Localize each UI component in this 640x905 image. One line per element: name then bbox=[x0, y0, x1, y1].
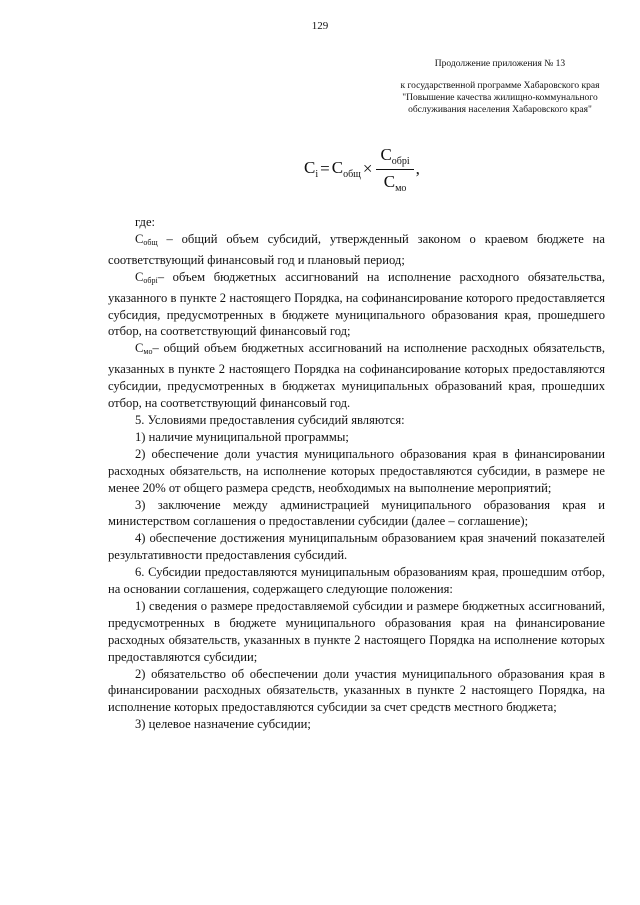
subsidy-formula bbox=[304, 146, 420, 192]
formula-factor: $С_{общ}$ bbox=[331, 158, 361, 180]
appendix-header bbox=[394, 58, 606, 116]
appendix-continuation: Продолжение приложения № 13 bbox=[434, 59, 566, 69]
definition-obsh: $С_{общ}$ – общий объем субсидий, утвержденный законом о краевом бюджете на соответствующий финансовый год и плановый период; bbox=[108, 231, 605, 267]
formula-comma: , bbox=[415, 159, 420, 178]
formula-numerator: $С_{обрi}$ bbox=[376, 145, 413, 170]
appendix-reference: к государственной программе Хабаровского края "Повышение качества жилищно-коммунального обслуживания населения Хабаровского края" bbox=[400, 81, 600, 115]
paragraph-5-3: 3) заключение между администрацией муниципального образования края и министерством соглашения о предоставлении субсидии (далее – соглашение); bbox=[108, 497, 605, 529]
paragraph-5-4: 4) обеспечение достижения муниципальным образованием края значений показателей результативности предоставления субсидий. bbox=[108, 531, 605, 563]
page-number: 129 bbox=[311, 20, 329, 32]
formula-equals: = bbox=[320, 159, 330, 178]
paragraph-5-2: 2) обеспечение доли участия муниципального образования края в финансировании расходных обязательств, на исполнение которых предоставляются субсидии, в размере не менее 20% от общего размера средств, необходимых на выполнение мероприятий; bbox=[108, 446, 605, 495]
where-label: где: bbox=[135, 215, 156, 229]
paragraph-6: 6. Субсидии предоставляются муниципальным образованиям края, прошедшим отбор, на основании соглашения, содержащего следующие положения: bbox=[108, 565, 605, 597]
paragraph-6-2: 2) обязательство об обеспечении доли участия муниципального образования края в финансировании расходных обязательств, указанных в пункте 2 настоящего Порядка, на исполнение которых предоставляются субсидии за счет средств местного бюджета; bbox=[108, 666, 605, 715]
paragraph-6-1: 1) сведения о размере предоставляемой субсидии и размере бюджетных ассигнований, предусмотренных в бюджете муниципального образования края на финансирование расходных обязательств, указанных в пункте 2 настоящего Порядка на исполнение которых предоставляются субсидии; bbox=[108, 598, 605, 664]
paragraph-5-1: 1) наличие муниципальной программы; bbox=[135, 429, 349, 444]
paragraph-6-3: 3) целевое назначение субсидии; bbox=[135, 717, 311, 732]
definition-obri: $С_{обрi}-$ объем бюджетных ассигнований на исполнение расходного обязательства, указанного в пункте 2 настоящего Порядка, на софинансирование которого предоставляется субсидия, предусмотренных в бюджете муниципального образования края, прошедшего отбор, на соответствующий финансовый год; bbox=[108, 269, 605, 339]
paragraph-5: 5. Условиями предоставления субсидий являются: bbox=[135, 412, 405, 427]
formula-fraction bbox=[376, 145, 413, 194]
formula-lhs: $С_i$ bbox=[304, 158, 319, 180]
formula-denominator: $С_{мо}$ bbox=[383, 171, 407, 194]
definition-mo: $С_{мо}-$ общий объем бюджетных ассигнований на исполнение расходных обязательств, указанных в пункте 2 настоящего Порядка на софинансирование которых предоставляются субсидии, предусмотренных в бюджетах муниципальных образований края, прошедших отбор, на соответствующий финансовый год. bbox=[108, 341, 605, 411]
formula-times: × bbox=[362, 159, 373, 178]
document-body bbox=[108, 214, 605, 733]
